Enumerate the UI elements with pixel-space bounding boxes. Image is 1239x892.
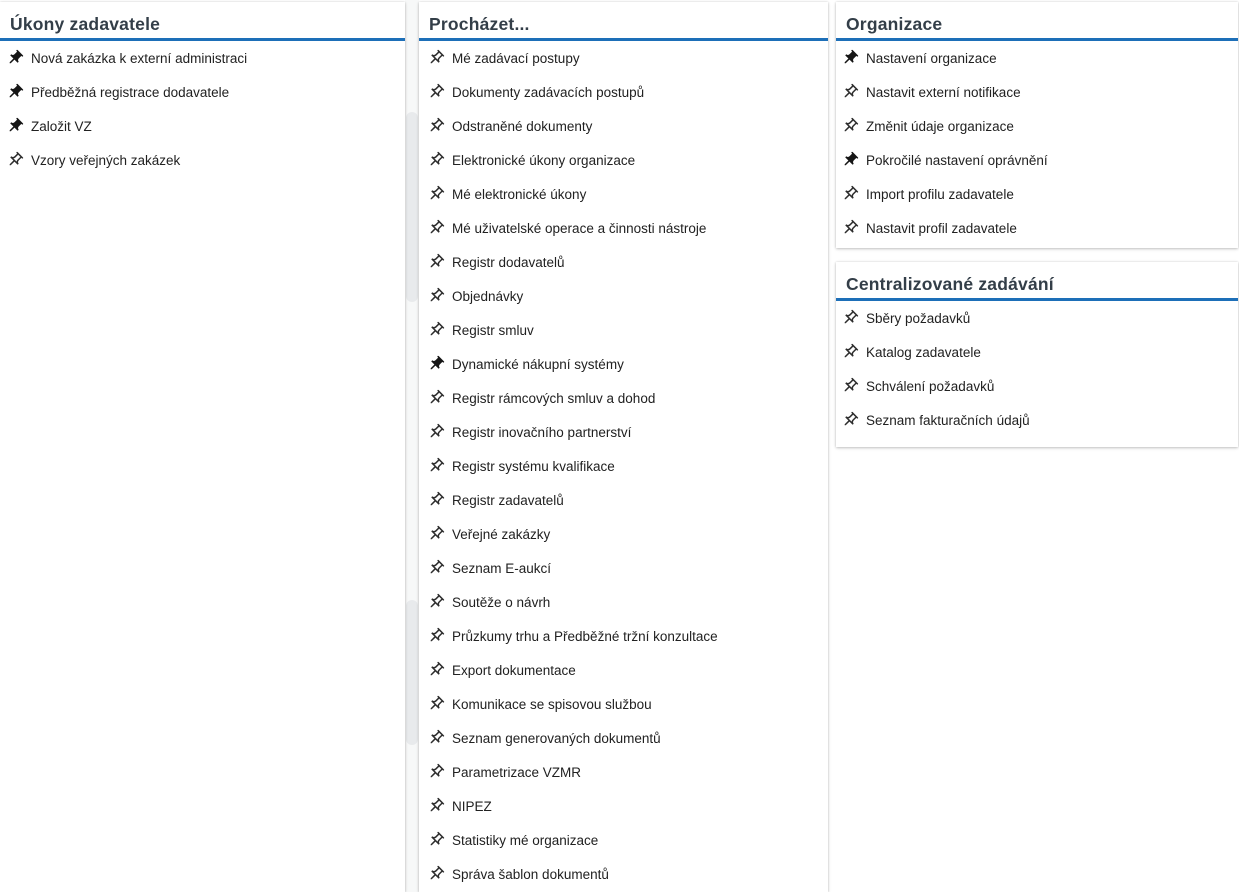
menu-item-label: Odstraněné dokumenty (452, 118, 593, 134)
pushpin-outline-icon (427, 865, 445, 883)
menu-item-label: Vzory veřejných zakázek (31, 152, 181, 168)
pushpin-filled-icon (841, 151, 859, 169)
pushpin-filled-icon (6, 117, 24, 135)
pushpin-outline-icon (427, 287, 445, 305)
menu-item-label: Správa šablon dokumentů (452, 866, 609, 882)
pushpin-outline-icon (841, 411, 859, 429)
pushpin-outline-icon (427, 457, 445, 475)
menu-item-label: Dokumenty zadávacích postupů (452, 84, 645, 100)
menu-item[interactable] (836, 335, 1238, 369)
menu-item[interactable] (836, 369, 1238, 403)
menu-item-label: Mé elektronické úkony (452, 186, 587, 202)
pushpin-outline-icon (427, 321, 445, 339)
panel-tasks-menu (0, 41, 405, 177)
menu-item[interactable] (419, 823, 828, 857)
menu-item[interactable] (419, 755, 828, 789)
menu-item-label: Parametrizace VZMR (452, 764, 582, 780)
pushpin-filled-icon (6, 83, 24, 101)
menu-item-label: Elektronické úkony organizace (452, 152, 636, 168)
menu-item-label: Registr smluv (452, 322, 534, 338)
menu-item-label: Nová zakázka k externí administraci (31, 50, 248, 66)
menu-item[interactable] (419, 347, 828, 381)
menu-item[interactable] (419, 857, 828, 891)
menu-item[interactable] (836, 403, 1238, 437)
pushpin-outline-icon (427, 797, 445, 815)
pushpin-outline-icon (427, 423, 445, 441)
menu-item[interactable] (836, 177, 1238, 211)
menu-item-label: Seznam fakturačních údajů (866, 412, 1030, 428)
pushpin-outline-icon (427, 729, 445, 747)
pushpin-outline-icon (427, 491, 445, 509)
menu-item[interactable] (0, 143, 405, 177)
panel-tasks (0, 2, 405, 892)
menu-item-label: Katalog zadavatele (866, 344, 981, 360)
menu-item-label: Dynamické nákupní systémy (452, 356, 624, 372)
menu-item[interactable] (836, 301, 1238, 335)
menu-item-label: Seznam E-aukcí (452, 560, 552, 576)
pushpin-outline-icon (841, 343, 859, 361)
pushpin-outline-icon (841, 377, 859, 395)
menu-item[interactable] (419, 415, 828, 449)
pushpin-filled-icon (6, 49, 24, 67)
menu-item[interactable] (0, 109, 405, 143)
menu-item-label: Registr dodavatelů (452, 254, 565, 270)
pushpin-outline-icon (427, 763, 445, 781)
menu-item[interactable] (419, 483, 828, 517)
menu-item[interactable] (419, 109, 828, 143)
scrollbar-thumb[interactable] (406, 112, 418, 302)
pushpin-outline-icon (427, 253, 445, 271)
pushpin-outline-icon (427, 151, 445, 169)
menu-item-label: Komunikace se spisovou službou (452, 696, 652, 712)
panel-tasks-title: Úkony zadavatele (0, 2, 405, 41)
menu-item[interactable] (419, 211, 828, 245)
menu-item[interactable] (0, 75, 405, 109)
menu-item[interactable] (419, 653, 828, 687)
menu-item[interactable] (419, 143, 828, 177)
panel-centralized (836, 262, 1238, 447)
menu-item-label: Nastavit profil zadavatele (866, 220, 1017, 236)
panel-organization (836, 2, 1238, 248)
menu-item-label: Registr rámcových smluv a dohod (452, 390, 656, 406)
menu-item[interactable] (419, 177, 828, 211)
menu-item-label: Export dokumentace (452, 662, 576, 678)
panel-organization-title: Organizace (836, 2, 1238, 41)
panel-centralized-menu (836, 301, 1238, 437)
menu-item[interactable] (419, 551, 828, 585)
pushpin-outline-icon (427, 525, 445, 543)
menu-item-label: Mé zadávací postupy (452, 50, 580, 66)
menu-item-label: Sběry požadavků (866, 310, 971, 326)
menu-item[interactable] (836, 41, 1238, 75)
menu-item[interactable] (419, 279, 828, 313)
menu-item[interactable] (419, 789, 828, 823)
menu-item[interactable] (419, 75, 828, 109)
menu-item-label: Pokročilé nastavení oprávnění (866, 152, 1048, 168)
scrollbar-thumb[interactable] (406, 600, 418, 745)
menu-item[interactable] (419, 449, 828, 483)
pushpin-outline-icon (427, 219, 445, 237)
menu-item-label: Objednávky (452, 288, 524, 304)
menu-item-label: Předběžná registrace dodavatele (31, 84, 230, 100)
pushpin-outline-icon (427, 389, 445, 407)
menu-item[interactable] (419, 313, 828, 347)
panel-organization-menu (836, 41, 1238, 245)
panel-centralized-title: Centralizované zadávání (836, 262, 1238, 301)
pushpin-outline-icon (427, 185, 445, 203)
pushpin-outline-icon (427, 83, 445, 101)
menu-item-label: Nastavení organizace (866, 50, 997, 66)
menu-item[interactable] (419, 721, 828, 755)
menu-item-label: Registr zadavatelů (452, 492, 564, 508)
menu-item-label: Seznam generovaných dokumentů (452, 730, 661, 746)
menu-item-label: Založit VZ (31, 118, 92, 134)
menu-item[interactable] (836, 109, 1238, 143)
menu-item[interactable] (0, 41, 405, 75)
menu-item[interactable] (836, 143, 1238, 177)
pushpin-outline-icon (427, 831, 445, 849)
menu-item[interactable] (419, 585, 828, 619)
pushpin-outline-icon (427, 661, 445, 679)
menu-item[interactable] (419, 687, 828, 721)
pushpin-outline-icon (841, 117, 859, 135)
menu-item[interactable] (419, 619, 828, 653)
menu-item-label: Nastavit externí notifikace (866, 84, 1021, 100)
panel-browse-menu (419, 41, 828, 891)
pushpin-outline-icon (427, 627, 445, 645)
pushpin-outline-icon (427, 559, 445, 577)
pushpin-outline-icon (6, 151, 24, 169)
pushpin-outline-icon (427, 695, 445, 713)
menu-item[interactable] (419, 245, 828, 279)
menu-item-label: Průzkumy trhu a Předběžné tržní konzultace (452, 628, 718, 644)
pushpin-outline-icon (427, 49, 445, 67)
pushpin-filled-icon (841, 49, 859, 67)
menu-item-label: Statistiky mé organizace (452, 832, 599, 848)
pushpin-outline-icon (841, 309, 859, 327)
menu-item-label: Registr systému kvalifikace (452, 458, 615, 474)
menu-item[interactable] (419, 41, 828, 75)
menu-item-label: NIPEZ (452, 798, 492, 814)
panel-browse-title: Procházet... (419, 2, 828, 41)
panel-browse (419, 2, 828, 892)
pushpin-outline-icon (841, 185, 859, 203)
pushpin-filled-icon (427, 355, 445, 373)
menu-item-label: Veřejné zakázky (452, 526, 551, 542)
menu-item[interactable] (836, 211, 1238, 245)
menu-item-label: Registr inovačního partnerství (452, 424, 632, 440)
menu-item[interactable] (419, 381, 828, 415)
menu-item-label: Změnit údaje organizace (866, 118, 1014, 134)
menu-item[interactable] (419, 517, 828, 551)
menu-item-label: Schválení požadavků (866, 378, 995, 394)
menu-item-label: Soutěže o návrh (452, 594, 551, 610)
pushpin-outline-icon (427, 117, 445, 135)
menu-item[interactable] (836, 75, 1238, 109)
pushpin-outline-icon (427, 593, 445, 611)
pushpin-outline-icon (841, 83, 859, 101)
pushpin-outline-icon (841, 219, 859, 237)
menu-item-label: Import profilu zadavatele (866, 186, 1014, 202)
menu-item-label: Mé uživatelské operace a činnosti nástroje (452, 220, 707, 236)
